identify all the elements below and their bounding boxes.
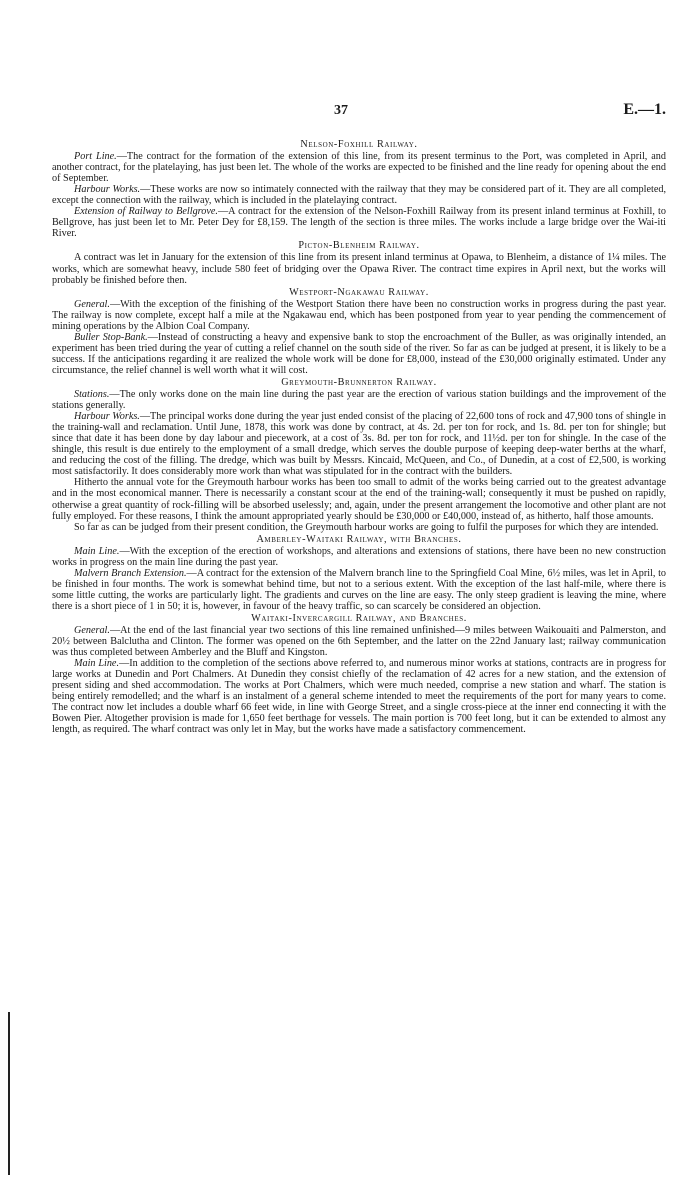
subheading: Stations. bbox=[74, 389, 110, 401]
paragraph-text: —The only works done on the main line during the past year are the erection of various station buildings and the improvement of the stations generally. bbox=[52, 389, 666, 412]
paragraph bbox=[52, 411, 666, 477]
scan-margin-line bbox=[8, 1012, 10, 1175]
paragraph-text: —With the exception of the erection of workshops, and alterations and extensions of stations, there have been no new construction works in progress on the main line during the past year. bbox=[52, 545, 666, 568]
subheading: Harbour Works. bbox=[74, 411, 140, 423]
paragraph bbox=[52, 252, 666, 285]
paragraph-text: —In addition to the completion of the sections above referred to, and numerous minor works at stations, contracts are in progress for large works at Dunedin and Port Chalmers. At Dunedin they consist chiefly of the reclamation of 42 acres for a new station, and the extension of present siding and shed accommodation. The works at Port Chalmers, which were much needed, comprise a new station and wharf. The station is being entirely remodelled; and the wharf is an instalment of a general scheme intended to meet the requirements of the port for many years to come. The contract now let includes a double wharf 66 feet wide, in line with George Street, and a single cross-piece at the inner end connecting it with the Bowen Pier. Altogether provision is made for 1,650 feet berthage for vessels. The main portion is 700 feet long, but it can be extended to almost any length, as required. The wharf contract was only let in May, but the works have made a satisfactory commencement. bbox=[52, 658, 666, 736]
subheading: Extension of Railway to Bellgrove. bbox=[74, 206, 218, 218]
paragraph bbox=[52, 332, 666, 376]
paragraph bbox=[52, 299, 666, 332]
paragraph bbox=[52, 522, 666, 533]
document-code: E.—1. bbox=[623, 101, 666, 118]
subheading: Malvern Branch Extension. bbox=[74, 567, 187, 579]
section-heading: Greymouth-Brunnerton Railway. bbox=[281, 376, 437, 388]
paragraph bbox=[52, 568, 666, 612]
paragraph-text: —These works are now so intimately connected with the railway that they may be considered part of it. They are all completed, except the connection with the railway, which is included in the platelaying contract. bbox=[52, 184, 666, 207]
paragraph-text: —Instead of constructing a heavy and expensive bank to stop the encroachment of the Buller, as was originally intended, an experiment has been tried during the year of cutting a relief channel on the south side of the river. So far as can be judged at present, it is likely to be a success. If the anticipations regarding it are realized the whole work will be done for £8,000, instead of the £30,000 originally estimated. Under any circumstance, the relief channel is well worth what it will cost. bbox=[52, 331, 666, 376]
paragraph-text: So far as can be judged from their present condition, the Greymouth harbour works are going to fulfil the purposes for which they are intended. bbox=[74, 521, 659, 533]
paragraph-text: —With the exception of the finishing of the Westport Station there have been no construction works in progress during the past year. The railway is now complete, except half a mile at the Ngakawau end, which has been postponed from year to year pending the commencement of mining operations by the Albion Coal Company. bbox=[52, 298, 666, 332]
paragraph-text: —The contract for the formation of the extension of this line, from its present terminus to the Port, was completed in April, and another contract, for the platelaying, has just been let. The whole of the works are expected to be finished and the line ready for opening about the end of September. bbox=[52, 151, 666, 185]
paragraph bbox=[52, 206, 666, 239]
paragraph-text: —A contract for the extension of the Malvern branch line to the Springfield Coal Mine, 6½ miles, was let in April, to be finished in four months. The work is somewhat behind time, but not to a serious extent. With the exception of the last half-mile, where there is some little cutting, the works are particularly light. The gradients and curves on the line are easy. The only steep gradient is leaving the mine, where there is a short piece of 1 in 50; it is, however, in favour of the heavy traffic, so can scarcely be considered an objection. bbox=[52, 567, 666, 612]
paragraph bbox=[52, 477, 666, 521]
subheading: General. bbox=[74, 625, 110, 637]
paragraph bbox=[52, 151, 666, 184]
paragraph bbox=[52, 625, 666, 658]
subheading: Buller Stop-Bank. bbox=[74, 331, 148, 343]
subheading: Harbour Works. bbox=[74, 184, 141, 196]
section-heading: Picton-Blenheim Railway. bbox=[298, 240, 420, 252]
body-text bbox=[52, 138, 666, 735]
paragraph bbox=[52, 184, 666, 206]
paragraph bbox=[52, 546, 666, 568]
section-heading: Waitaki-Invercargill Railway, and Branches. bbox=[251, 612, 467, 624]
section-heading: Westport-Ngakawau Railway. bbox=[289, 286, 429, 298]
subheading: Main Line. bbox=[74, 545, 120, 557]
paragraph-text: —The principal works done during the year just ended consist of the placing of 22,600 tons of rock and 47,900 tons of shingle in the training-wall and reclamation. Until June, 1878, this work was done by contract, at 4s. 2d. per ton for rock, and 1s. 8d. per ton for shingle; but since that date it has been done by day labour and piecework, at a cost of 3s. 8d. per ton for rock, and 11½d. per ton for shingle. In the case of the shingle, this result is due entirely to the employment of a small dredge, which serves the double purpose of keeping deep-water berths at the wharf, and reducing the cost of the filling. The dredge, which was built by Messrs. Kincaid, McQueen, and Co., of Dunedin, at a cost of £2,500, is working most satisfactorily. It does considerably more work than what was stipulated for in the contract with the builders. bbox=[52, 411, 666, 478]
section-heading: Nelson-Foxhill Railway. bbox=[300, 139, 418, 150]
paragraph-text: —At the end of the last financial year two sections of this line remained unfinished—9 miles between Waikouaiti and Palmerston, and 20½ between Balclutha and Clinton. The former was opened on the 6th September, and the latter on the 22nd January last; railway communication was thus completed between Amberley and the Bluff and Kingston. bbox=[52, 625, 666, 659]
section-heading: Amberley-Waitaki Railway, with Branches. bbox=[256, 533, 462, 545]
paragraph-text: A contract was let in January for the extension of this line from its present inland terminus at Opawa, to Blenheim, a distance of 1¼ miles. The works, which are somewhat heavy, include 580 feet of bridging over the Opawa River. The contract time expires in April next, but the works will probably be finished before then. bbox=[52, 252, 666, 286]
subheading: Port Line. bbox=[74, 151, 117, 163]
paragraph-text: —A contract for the extension of the Nelson-Foxhill Railway from its present inland terminus at Foxhill, to Bellgrove, has just been let to Mr. Peter Dey for £8,159. The length of the section is three miles. The works include a large bridge over the Wai-iti River. bbox=[52, 206, 666, 240]
subheading: Main Line. bbox=[74, 658, 119, 670]
page-number: 37 bbox=[334, 103, 348, 118]
subheading: General. bbox=[74, 298, 110, 310]
paragraph bbox=[52, 658, 666, 735]
paragraph-text: Hitherto the annual vote for the Greymouth harbour works has been too small to admit of the works being carried out to the greatest advantage and in the most economical manner. There is necessarily a constant scour at the end of the training-wall; consequently it must be pushed on rapidly, otherwise a great quantity of rock-filling will be absorbed uselessly; and, again, under the present arrangement the locomotive and other plant are not fully employed. For these reasons, I think the amount appropriated yearly should be £30,000 or £40,000, instead of, as hitherto, half those amounts. bbox=[52, 477, 666, 522]
paragraph bbox=[52, 389, 666, 411]
